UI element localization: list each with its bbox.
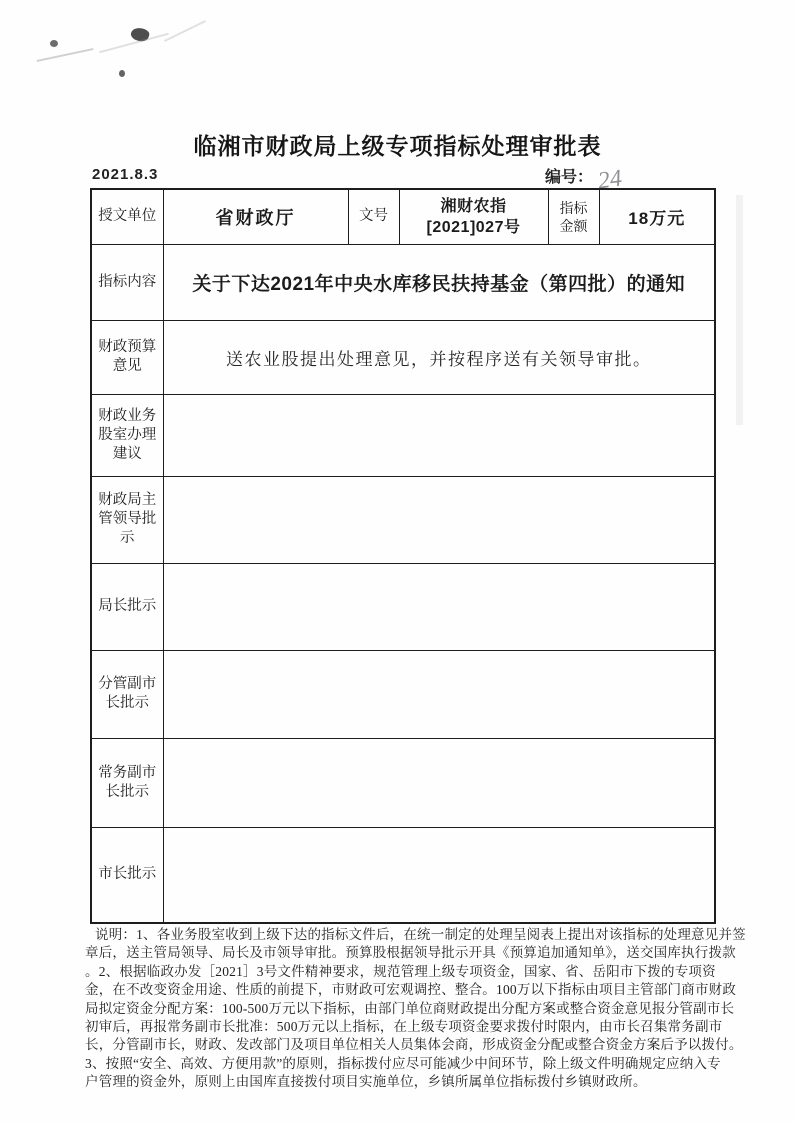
footnote-line: 长，分管副市长，财政、发改部门及项目单位相关人员集体会商，形成资金分配或整合资金方案后予以拨付。 — [85, 1037, 743, 1053]
footnote-line: 局拟定资金分配方案：100-500万元以下指标，由部门单位商财政提出分配方案或整合资金意见报分管副市长 — [85, 1000, 735, 1016]
deputy-mayor-instruction-label: 分管副市长批示 — [98, 676, 157, 711]
table-row-director-instruction — [91, 563, 715, 650]
bureau-leader-instruction-value — [163, 476, 715, 563]
doc-number-line2: [2021]027号 — [426, 218, 521, 236]
bureau-leader-instruction-label-cell — [91, 476, 163, 563]
table-row-section-suggestion — [91, 394, 715, 476]
table-row-deputy-mayor-instruction — [91, 650, 715, 738]
ink-smudge — [119, 70, 125, 77]
ink-smudge — [50, 40, 58, 47]
footnote-line: 户管理的资金外，原则上由国库直接拨付项目实施单位，乡镇所属单位指标拨付乡镇财政所。 — [85, 1074, 647, 1090]
indicator-content-label: 指标内容 — [98, 273, 157, 290]
document-date: 2021.8.3 — [92, 166, 159, 183]
doc-number-value — [399, 189, 548, 244]
footnote-line: 。2、根据临政办发［2021］3号文件精神要求，规范管理上级专项资金，国家、省、岳阳市下拨的专项资 — [85, 963, 716, 979]
table-row-executive-deputy-mayor-instruction — [91, 738, 715, 827]
amount-label-line1: 指标 — [559, 199, 588, 216]
footnote-line: 3、按照“安全、高效、方便用款”的原则，指标拨付应尽可能减少中间环节，除上级文件明确规定应纳入专 — [85, 1055, 721, 1071]
amount-label — [548, 189, 599, 244]
footnotes — [85, 926, 746, 1092]
executive-deputy-mayor-instruction-label-cell — [91, 738, 163, 827]
mayor-instruction-value — [163, 827, 715, 923]
scan-shadow — [736, 195, 743, 425]
footnote-line: 金，在不改变资金用途、性质的前提下，市财政可宏观调控、整合。100万以下指标由项目主管部门商市财政 — [85, 982, 737, 998]
deputy-mayor-instruction-label-cell — [91, 650, 163, 738]
bureau-leader-instruction-label: 财政局主管领导批示 — [98, 492, 157, 546]
serial-number-label: 编号： — [545, 169, 594, 186]
executive-deputy-mayor-instruction-label: 常务副市长批示 — [98, 764, 157, 800]
director-instruction-label: 局长批示 — [98, 598, 157, 614]
indicator-content-value: 关于下达2021年中央水库移民扶持基金（第四批）的通知 — [163, 244, 715, 320]
mayor-instruction-label: 市长批示 — [98, 866, 157, 883]
footnote-line: 初审后，再报常务副市长批准：500万元以上指标，在上级专项资金要求拨付时限内，由市长召集常务副市 — [85, 1019, 723, 1035]
section-suggestion-label: 财政业务股室办理建议 — [98, 407, 157, 462]
pen-scribble — [36, 48, 93, 62]
amount-label-line2: 金额 — [559, 217, 588, 234]
mayor-instruction-label-cell — [91, 827, 163, 923]
executive-deputy-mayor-instruction-value — [163, 738, 715, 827]
issuing-unit-label-cell — [91, 189, 163, 244]
doc-number-line1: 湘财农指 — [440, 197, 507, 215]
table-row-indicator-content — [91, 244, 715, 320]
table-row-header — [91, 189, 715, 244]
table-row-mayor-instruction — [91, 827, 715, 923]
section-suggestion-value — [163, 394, 715, 476]
amount-value: 18万元 — [599, 189, 715, 244]
approval-form-table — [90, 188, 716, 924]
director-instruction-label-cell — [91, 563, 163, 650]
serial-number-handwritten: 24 — [596, 165, 624, 195]
doc-number-label: 文号 — [348, 189, 399, 244]
indicator-content-label-cell — [91, 244, 163, 320]
budget-opinion-value: 送农业股提出处理意见，并按程序送有关领导审批。 — [163, 320, 715, 394]
budget-opinion-label: 财政预算意见 — [98, 339, 157, 374]
deputy-mayor-instruction-value — [163, 650, 715, 738]
pen-scribble — [164, 20, 206, 42]
issuing-unit-value: 省财政厅 — [163, 189, 348, 244]
section-suggestion-label-cell — [91, 394, 163, 476]
issuing-unit-label: 授文单位 — [98, 208, 157, 225]
budget-opinion-label-cell — [91, 320, 163, 394]
director-instruction-value — [163, 563, 715, 650]
footnote-line: 说明：1、各业务股室收到上级下达的指标文件后，在统一制定的处理呈阅表上提出对该指标的处理意见并签 — [95, 927, 746, 942]
footnote-line: 章后，送主管局领导、局长及市领导审批。预算股根据领导批示开具《预算追加通知单》，送交国库执行拨款 — [85, 945, 736, 961]
table-row-bureau-leader-instruction — [91, 476, 715, 563]
page-title: 临湘市财政局上级专项指标处理审批表 — [193, 133, 602, 159]
table-row-budget-opinion — [91, 320, 715, 394]
